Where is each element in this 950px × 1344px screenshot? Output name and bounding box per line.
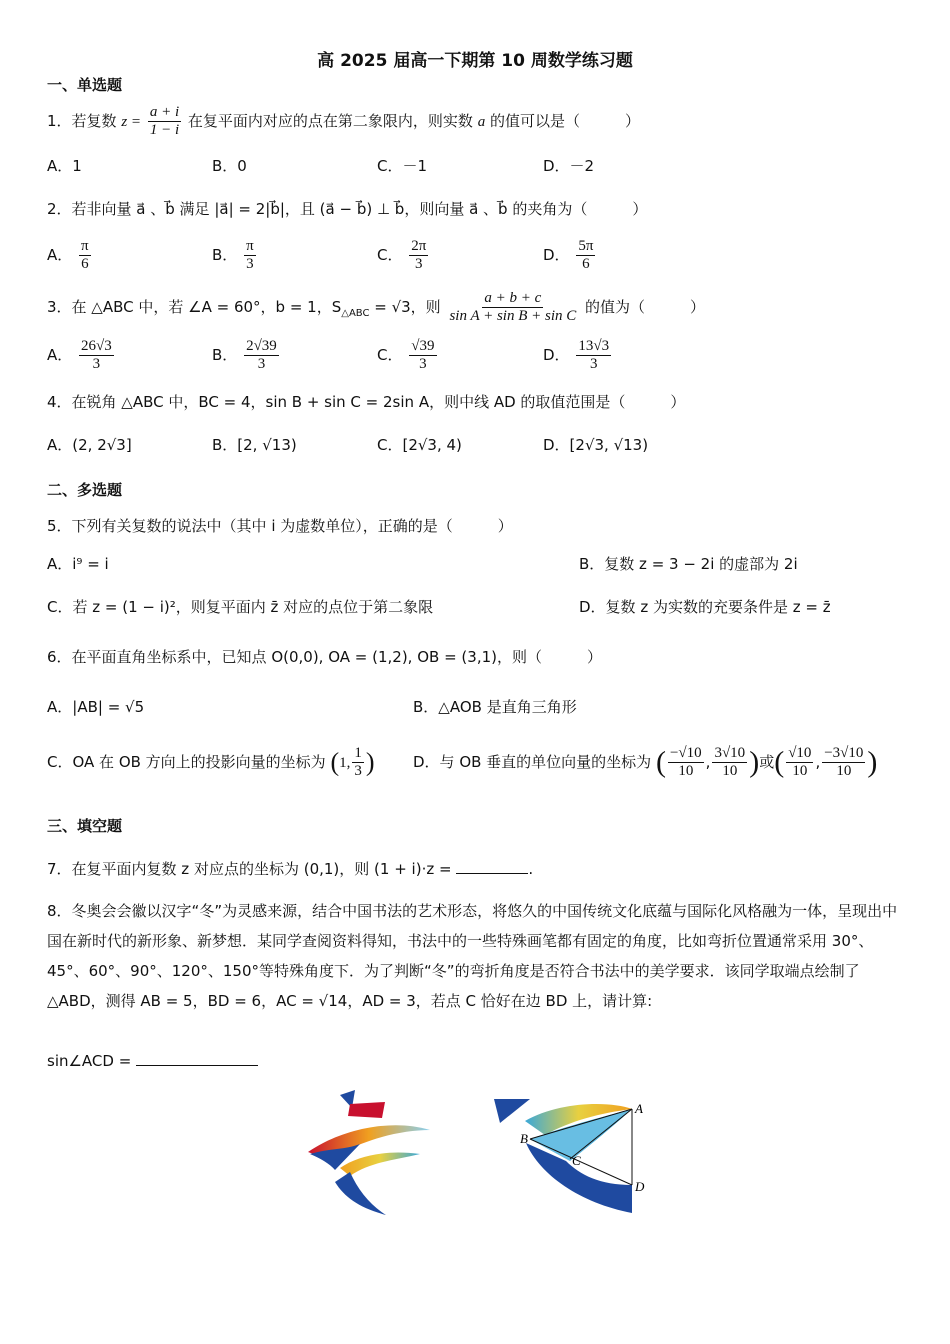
q5-option-b: B．复数 z = 3 − 2i 的虚部为 2i — [579, 555, 798, 573]
q8-answer-blank[interactable] — [136, 1065, 258, 1066]
section-heading-fill: 三、填空题 — [47, 817, 123, 835]
q2-option-d: D． $\frac{5\pi}{6}$ — [543, 238, 594, 272]
q1-option-a: A．1 — [47, 157, 82, 175]
figure-corner-shape — [494, 1099, 530, 1123]
question-3: 3．在 △ABC 中，若 ∠A = 60°，b = 1，$S_{\triangle ABC} = √3$，则 $\frac{a + b + c}{\text{sin A + sin B + sin C}}$ 的值为（ ） — [47, 290, 706, 324]
question-1: 1．若复数 z = $\frac{a + i}{1 - i}$ 在复平面内对应的点在第二象限内，则实数 a 的值可以是（ ） — [47, 104, 640, 138]
question-5: 5．下列有关复数的说法中（其中 i 为虚数单位），正确的是（ ） — [47, 517, 513, 535]
q4-option-b: B．[2, √13) — [212, 436, 297, 454]
q1-option-b: B．0 — [212, 157, 247, 175]
q2-option-a: A． $\frac{\pi}{6}$ — [47, 238, 89, 272]
triangle-abd-figure — [490, 1095, 660, 1220]
q4-option-a: A．(2, 2√3] — [47, 436, 132, 454]
q5-option-d: D．复数 z 为实数的充要条件是 z = z̄ — [579, 598, 831, 616]
q3-option-c: C． $\frac{√39}{3}$ — [377, 338, 435, 372]
q3-option-a: A． $\frac{26√3}{3}$ — [47, 338, 112, 372]
q6-option-d: D．与 OB 垂直的单位向量的坐标为 ( $\frac{-√10}{10}$ , $\frac{3√10}{10}$ )或( $\frac{√10}{10}$ , $\frac{-3√10}{10}$ ) — [413, 745, 878, 779]
label-b: B — [520, 1131, 528, 1146]
winter-olympics-emblem — [300, 1090, 440, 1220]
q7-answer-blank[interactable] — [456, 873, 528, 874]
q8-ask: sin∠ACD = — [47, 1052, 258, 1070]
section-heading-multi: 二、多选题 — [47, 481, 123, 499]
q3-option-b: B． $\frac{2√39}{3}$ — [212, 338, 277, 372]
page-title: 高 2025 届高一下期第 10 周数学练习题 — [317, 51, 633, 71]
q6-option-c: C．OA 在 OB 方向上的投影向量的坐标为 (1, $\frac{1}{3}$ ) — [47, 745, 375, 779]
emblem-stroke-bottom — [335, 1172, 386, 1215]
q1-option-d: D．－2 — [543, 157, 595, 175]
section-heading-single: 一、单选题 — [47, 76, 123, 94]
label-a: A — [635, 1101, 643, 1116]
q6-option-b: B．△AOB 是直角三角形 — [413, 698, 577, 716]
q1-option-c: C．－1 — [377, 157, 428, 175]
label-c: C — [572, 1153, 581, 1168]
q3-option-d: D． $\frac{13√3}{3}$ — [543, 338, 610, 372]
question-2: 2．若非向量 a⃗ 、b⃗ 满足 |a⃗| = 2|b⃗|，且 (a⃗ − b⃗) ⊥ b⃗，则向量 a⃗ 、b⃗ 的夹角为（ ） — [47, 200, 648, 218]
q5-option-c: C．若 z = (1 − i)²，则复平面内 z̄ 对应的点位于第二象限 — [47, 598, 434, 616]
question-8: 8．冬奥会会徽以汉字“冬”为灵感来源，结合中国书法的艺术形态，将悠久的中国传统文化底蕴与国际化风格融为一体，呈现出中国在新时代的新形象、新梦想．某同学查阅资料得知，书法中的一些特殊画笔都有固定的角度，比如弯折位置通常采用 30°、45°、60°、90°、120°、150°等特殊角度下．为了判断“冬”的弯折角度是否符合书法中的美学要求．该同学取端点绘制了 △ABD，测得 AB = 5，BD = 6，AC = √14，AD = 3，若点 C 恰好在边 BD 上，请计算: — [47, 902, 898, 1010]
question-6: 6．在平面直角坐标系中，已知点 O(0,0), OA = (1,2), OB = (3,1)，则（ ） — [47, 648, 602, 666]
q6-option-a: A．|AB| = √5 — [47, 698, 145, 716]
emblem-stroke-middle — [340, 1153, 420, 1176]
q2-option-b: B． $\frac{\pi}{3}$ — [212, 238, 254, 272]
q2-option-c: C． $\frac{2\pi}{3}$ — [377, 238, 427, 272]
q1-fraction: $\frac{a + i}{1 - i}$ — [149, 104, 180, 138]
q5-option-a: A．i⁹ = i — [47, 555, 109, 573]
q4-option-d: D．[2√3, √13) — [543, 436, 649, 454]
label-d: D — [635, 1179, 645, 1194]
question-4: 4．在锐角 △ABC 中，BC = 4，sin B + sin C = 2sin A，则中线 AD 的取值范围是（ ） — [47, 393, 686, 411]
question-7: 7．在复平面内复数 z 对应点的坐标为 (0,1)，则 (1 + i)·z = . — [47, 860, 534, 878]
q4-option-c: C．[2√3, 4) — [377, 436, 462, 454]
emblem-stroke-red — [348, 1102, 385, 1118]
